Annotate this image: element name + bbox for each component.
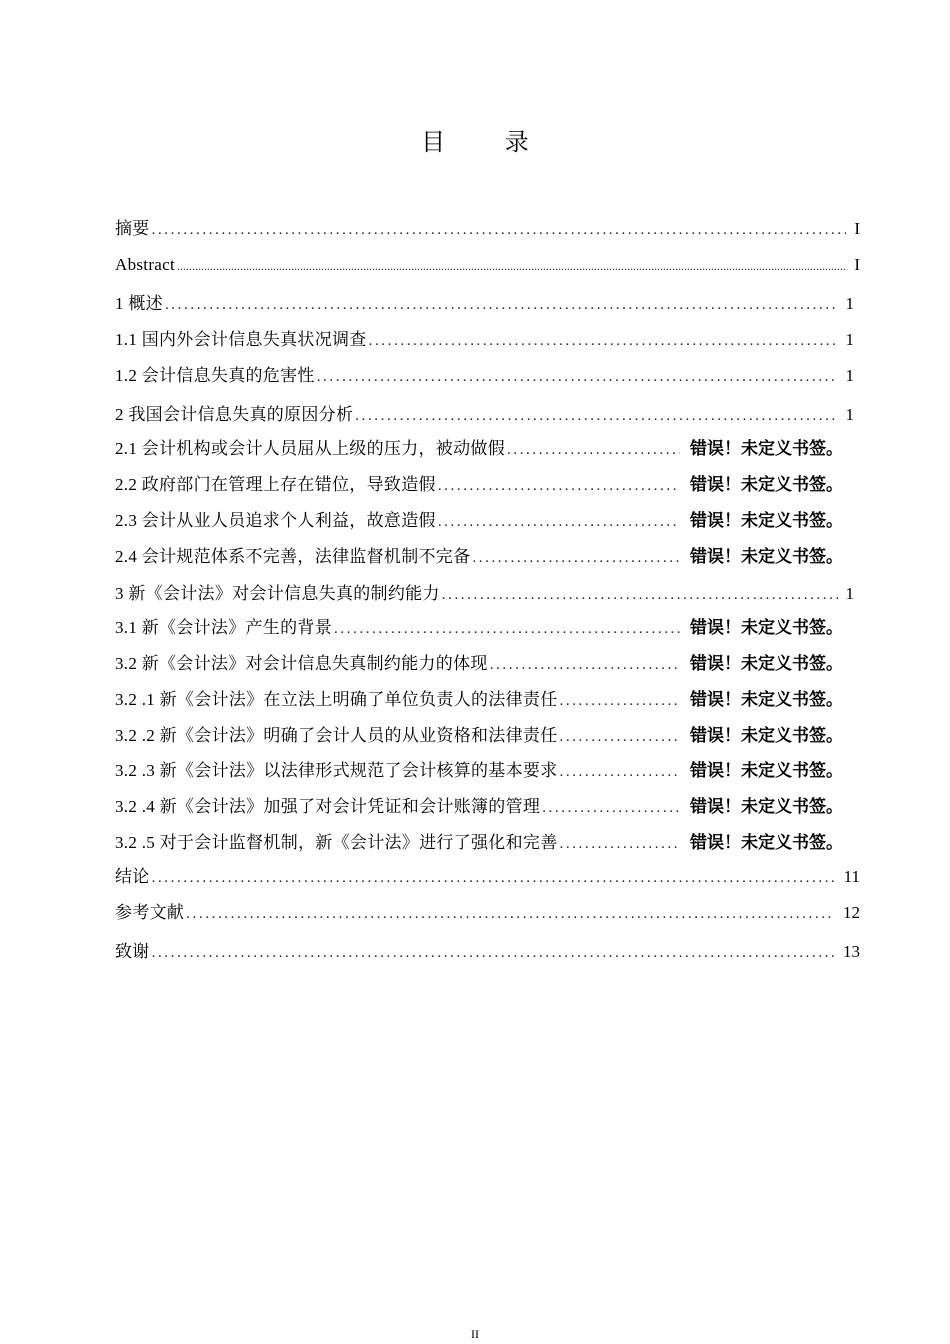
toc-entry-3-2-4[interactable] — [115, 792, 860, 817]
dot-leader — [542, 800, 680, 817]
toc-entry-text: 结论 — [115, 867, 150, 886]
bookmark-error-text: 错误！未定义书签。 — [690, 654, 843, 674]
dot-leader — [152, 222, 847, 239]
toc-entry-2-2[interactable] — [115, 470, 860, 495]
toc-entry-page: 13 — [843, 942, 860, 961]
dot-leader — [369, 333, 838, 350]
toc-entry-text: 3.2 .1 新《会计法》在立法上明确了单位负责人的法律责任 — [115, 690, 558, 709]
bookmark-error-text: 错误！未定义书签。 — [690, 618, 843, 638]
toc-entry-text: 1.2 会计信息失真的危害性 — [115, 366, 315, 385]
toc-entry-text: 2.3 会计从业人员追求个人利益，故意造假 — [115, 511, 436, 530]
dot-leader — [186, 906, 835, 923]
toc-entry-2-3[interactable] — [115, 506, 860, 531]
toc-entry-page: 11 — [843, 867, 860, 886]
toc-entry-text: 2.2 政府部门在管理上存在错位，导致造假 — [115, 475, 436, 494]
dot-leader — [334, 621, 680, 638]
dot-leader — [490, 657, 680, 674]
dot-leader — [317, 369, 838, 386]
toc-entry-text: 3.2 .3 新《会计法》以法律形式规范了会计核算的基本要求 — [115, 761, 558, 780]
toc-entry-text: 3.2 新《会计法》对会计信息失真制约能力的体现 — [115, 654, 488, 673]
toc-entry-3-2-5[interactable] — [115, 828, 860, 853]
toc-entry-text: 3.2 .5 对于会计监督机制，新《会计法》进行了强化和完善 — [115, 833, 558, 852]
toc-entry-page: I — [854, 255, 860, 274]
dot-leader — [560, 693, 681, 710]
toc-entry-page: 1 — [845, 366, 854, 385]
toc-entry-page: 12 — [843, 903, 860, 922]
toc-entry-abstract-en[interactable] — [115, 255, 860, 275]
dot-leader — [165, 297, 838, 314]
toc-entry-page: 1 — [845, 294, 854, 313]
toc-entry-page: 1 — [845, 405, 854, 424]
toc-entry-1-2[interactable] — [115, 361, 860, 386]
toc-entry-text: 3.2 .2 新《会计法》明确了会计人员的从业资格和法律责任 — [115, 726, 558, 745]
page-title: 目 录 — [421, 128, 555, 156]
bookmark-error-text: 错误！未定义书签。 — [690, 511, 843, 531]
toc-entry-3-2-3[interactable] — [115, 756, 860, 781]
toc-entry-3-2[interactable] — [115, 649, 860, 674]
toc-entry-abstract-cn[interactable] — [115, 214, 860, 239]
dot-leader — [152, 945, 835, 962]
toc-entry-2-4[interactable] — [115, 542, 860, 567]
bookmark-error-text: 错误！未定义书签。 — [690, 475, 843, 495]
toc-entry-text: 3 新《会计法》对会计信息失真的制约能力 — [115, 584, 440, 603]
bookmark-error-text: 错误！未定义书签。 — [690, 797, 843, 817]
toc-entry-text: 1 概述 — [115, 294, 163, 313]
dot-leader — [177, 259, 846, 274]
bookmark-error-text: 错误！未定义书签。 — [690, 439, 843, 459]
toc-entry-3-2-1[interactable] — [115, 685, 860, 710]
toc-entry-references[interactable] — [115, 898, 860, 923]
toc-entry-text: 2 我国会计信息失真的原因分析 — [115, 405, 354, 424]
bookmark-error-text: 错误！未定义书签。 — [690, 726, 843, 746]
dot-leader — [560, 764, 681, 781]
toc-entry-acknowledgements[interactable] — [115, 937, 860, 962]
bookmark-error-text: 错误！未定义书签。 — [690, 690, 843, 710]
toc-entry-text: Abstract — [115, 255, 175, 274]
toc-entry-text: 致谢 — [115, 942, 150, 961]
toc-entry-3-1[interactable] — [115, 613, 860, 638]
toc-entry-page: 1 — [845, 584, 854, 603]
toc-entry-3-2-2[interactable] — [115, 721, 860, 746]
toc-entry-text: 摘要 — [115, 219, 150, 238]
toc-entry-conclusion[interactable] — [115, 862, 860, 887]
toc-entry-1-1[interactable] — [115, 325, 860, 350]
dot-leader — [560, 729, 681, 746]
page-number: II — [471, 1327, 479, 1341]
toc-entry-3[interactable] — [115, 579, 860, 604]
bookmark-error-text: 错误！未定义书签。 — [690, 761, 843, 781]
bookmark-error-text: 错误！未定义书签。 — [690, 547, 843, 567]
toc-entry-text: 1.1 国内外会计信息失真状况调查 — [115, 330, 367, 349]
dot-leader — [355, 408, 837, 425]
dot-leader — [442, 587, 838, 604]
toc-entry-text: 3.2 .4 新《会计法》加强了对会计凭证和会计账簿的管理 — [115, 797, 541, 816]
toc-entry-page: I — [854, 219, 860, 238]
toc-entry-page: 1 — [845, 330, 854, 349]
toc-entry-2[interactable] — [115, 400, 860, 425]
toc-entry-2-1[interactable] — [115, 434, 860, 459]
dot-leader — [152, 870, 836, 887]
dot-leader — [560, 836, 681, 853]
dot-leader — [438, 478, 680, 495]
toc-entry-text: 3.1 新《会计法》产生的背景 — [115, 618, 332, 637]
toc-entry-text: 2.1 会计机构或会计人员屈从上级的压力，被动做假 — [115, 439, 505, 458]
dot-leader — [472, 550, 680, 567]
toc-entry-text: 2.4 会计规范体系不完善，法律监督机制不完备 — [115, 547, 471, 566]
dot-leader — [507, 442, 680, 459]
toc-entry-1[interactable] — [115, 289, 860, 314]
bookmark-error-text: 错误！未定义书签。 — [690, 833, 843, 853]
toc-entry-text: 参考文献 — [115, 903, 185, 922]
dot-leader — [438, 514, 680, 531]
